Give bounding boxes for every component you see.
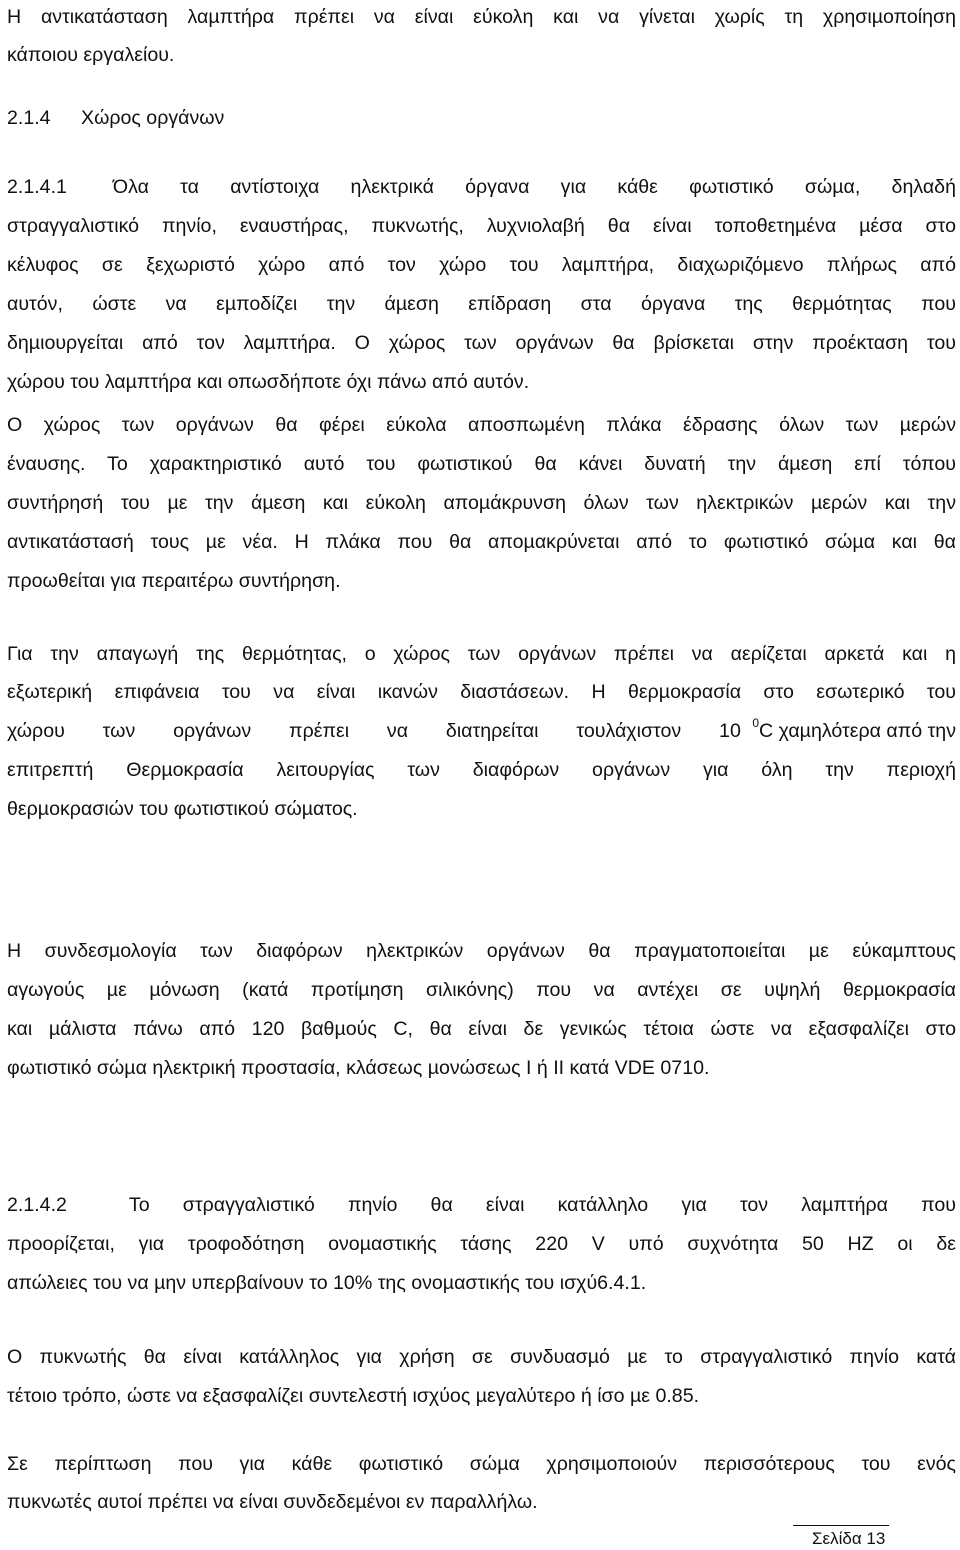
paragraph-line: αντικατάστασή τους µε νέα. Η πλάκα που θα αποµακρύνεται από το φωτιστικό σώµα και θα [7, 531, 956, 553]
paragraph-line-part: χώρου των οργάνων πρέπει να διατηρείται τουλάχιστον 10 [7, 720, 747, 742]
subsection-first-line [7, 175, 956, 199]
paragraph-line: Η συνδεσµολογία των διαφόρων ηλεκτρικών οργάνων θα πραγµατοποιείται µε εύκαµπτους [7, 940, 956, 962]
paragraph-line: Όλα τα αντίστοιχα ηλεκτρικά όργανα για κάθε φωτιστικό σώµα, δηλαδή [112, 176, 956, 198]
paragraph-line: αυτόν, ώστε να εµποδίζει την άµεση επίδραση στα όργανα της θερµότητας που [7, 293, 956, 315]
paragraph-line: Ο χώρος των οργάνων θα φέρει εύκολα αποσπωµένη πλάκα έδρασης όλων των µερών [7, 414, 956, 436]
paragraph-line: δηµιουργείται από τον λαµπτήρα. Ο χώρος των οργάνων θα βρίσκεται στην προέκταση του [7, 332, 956, 354]
paragraph-line: προορίζεται, για τροφοδότηση ονοµαστικής τάσης 220 V υπό συχνότητα 50 HZ οι δε [7, 1233, 956, 1255]
paragraph-line: φωτιστικό σώµα ηλεκτρική προστασία, κλάσεως µονώσεως Ι ή ΙΙ κατά VDE 0710. [7, 1057, 710, 1079]
paragraph-line: απώλειες του να µην υπερβαίνουν το 10% της ονοµαστικής του ισχύ6.4.1. [7, 1272, 647, 1294]
degree-superscript: 0 [752, 716, 759, 731]
section-title: Χώρος οργάνων [81, 107, 225, 129]
paragraph-line: Ο πυκνωτής θα είναι κατάλληλος για χρήση σε συνδυασµό µε το στραγγαλιστικό πηνίο κατά [7, 1346, 956, 1368]
paragraph-line: Η αντικατάσταση λαµπτήρα πρέπει να είναι εύκολη και να γίνεται χωρίς τη χρησιµοποίηση [7, 6, 956, 28]
paragraph-line: έναυσης. Το χαρακτηριστικό αυτό του φωτιστικού θα κάνει δυνατή την άµεση επί τόπου [7, 453, 956, 475]
paragraph-line: Το στραγγαλιστικό πηνίο θα είναι κατάλληλο για τον λαµπτήρα που [128, 1194, 956, 1216]
paragraph-line: συντήρησή του µε την άµεση και εύκολη αποµάκρυνση όλων των ηλεκτρικών µερών και την [7, 492, 956, 514]
paragraph-line: προωθείται για περαιτέρω συντήρηση. [7, 570, 341, 592]
subsection-number: 2.1.4.2 [7, 1194, 67, 1216]
page-number: Σελίδα 13 [812, 1529, 886, 1548]
paragraph-line: στραγγαλιστικό πηνίο, εναυστήρας, πυκνωτής, λυχνιολαβή θα είναι τοποθετηµένα µέσα στο [7, 215, 956, 237]
paragraph-line: αγωγούς µε µόνωση (κατά προτίµηση σιλικόνης) που να αντέχει σε υψηλή θερµοκρασία [7, 979, 956, 1001]
paragraph-line: επιτρεπτή Θερµοκρασία λειτουργίας των διαφόρων οργάνων για όλη την περιοχή [7, 759, 956, 781]
footer-divider [793, 1525, 889, 1526]
paragraph-line: κάποιου εργαλείου. [7, 44, 175, 66]
paragraph-line: κέλυφος σε ξεχωριστό χώρο από τον χώρο του λαµπτήρα, διαχωριζόµενο πλήρως από [7, 254, 956, 276]
paragraph-line: τέτοιο τρόπο, ώστε να εξασφαλίζει συντελεστή ισχύος µεγαλύτερο ή ίσο µε 0.85. [7, 1385, 700, 1407]
paragraph-line: Σε περίπτωση που για κάθε φωτιστικό σώµα χρησιµοποιούν περισσότερους του ενός [7, 1453, 956, 1475]
paragraph-line: θερµοκρασιών του φωτιστικού σώµατος. [7, 798, 358, 820]
paragraph-line: εξωτερική επιφάνεια του να είναι ικανών διαστάσεων. Η θερµοκρασία στο εσωτερικό του [7, 681, 956, 703]
section-number: 2.1.4 [7, 107, 51, 129]
subsection-number: 2.1.4.1 [7, 176, 67, 198]
subsection-first-line [7, 1193, 956, 1217]
paragraph-line-part: C χαµηλότερα από την [759, 720, 956, 742]
paragraph-line: και µάλιστα πάνω από 120 βαθµούς C, θα είναι δε γενικώς τέτοια ώστε να εξασφαλίζει στο [7, 1018, 956, 1040]
paragraph-line: Για την απαγωγή της θερµότητας, ο χώρος των οργάνων πρέπει να αερίζεται αρκετά και η [7, 643, 956, 665]
section-heading [7, 106, 224, 130]
paragraph-line-with-superscript [7, 716, 956, 743]
paragraph-line: πυκνωτές αυτοί πρέπει να είναι συνδεδεµένοι εν παραλλήλω. [7, 1491, 538, 1513]
paragraph-line: χώρου του λαµπτήρα και οπωσδήποτε όχι πάνω από αυτόν. [7, 371, 530, 393]
